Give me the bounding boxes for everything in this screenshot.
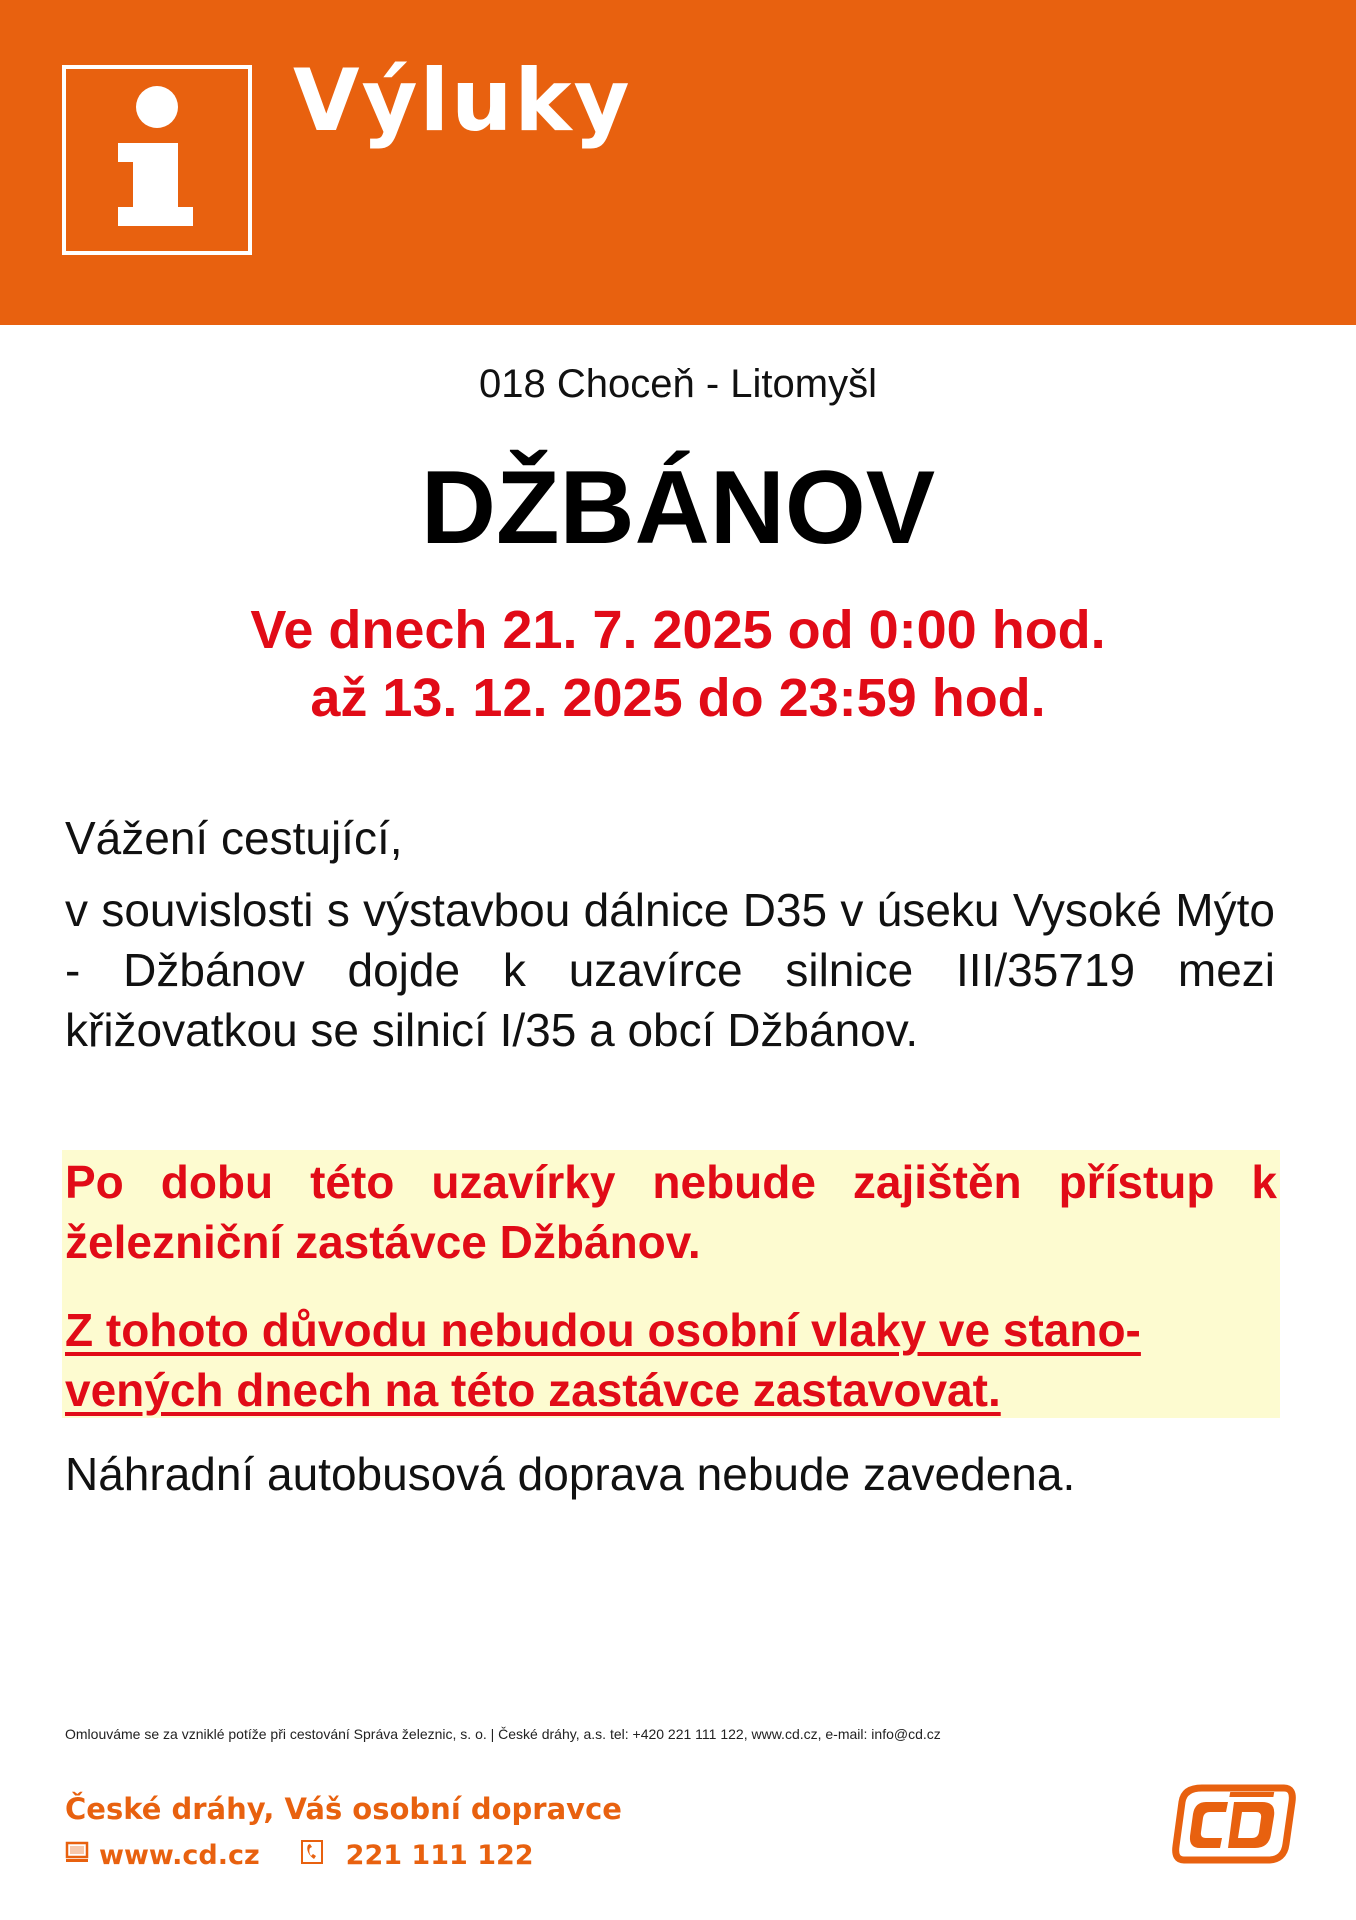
phone-number: 221 111 122 (345, 1839, 534, 1871)
cd-logo (1172, 1782, 1296, 1871)
computer-icon (65, 1840, 89, 1871)
header-banner (0, 0, 1356, 325)
greeting: Vážení cestující, (65, 812, 403, 864)
brand-slogan: České dráhy, Váš osobní dopravce (65, 1792, 622, 1826)
phone-icon (300, 1839, 324, 1872)
route-label: 018 Choceň - Litomyšl (479, 362, 877, 406)
info-icon (62, 65, 252, 255)
date-range (0, 596, 1356, 732)
header-title: Výluky (293, 51, 632, 151)
date-to: až 13. 12. 2025 do 23:59 hod. (310, 668, 1046, 728)
brand-contact (65, 1836, 534, 1874)
website-link[interactable]: www.cd.cz (99, 1839, 260, 1871)
warning-access: Po dobu této uzavírky nebude zajištěn přístup k železniční zastávce Džbánov. (65, 1156, 1277, 1268)
replacement-transport: Náhradní autobusová doprava nebude zavedena. (65, 1448, 1076, 1500)
footer-note: Omlouváme se za vzniklé potíže při cestování Správa železnic, s. o. | České dráhy, a.s. tel: +420 221 111 122, www.cd.cz, e-mail: info@cd.cz (65, 1726, 941, 1742)
station-name: DŽBÁNOV (420, 450, 936, 566)
notice-body: v souvislosti s výstavbou dálnice D35 v úseku Vysoké Mýto - Džbánov dojde k uzavírce silnice III/35719 mezi křižovatkou se silnicí I/35 a obcí Džbánov. (65, 884, 1275, 1056)
date-from: Ve dnech 21. 7. 2025 od 0:00 hod. (250, 600, 1106, 660)
warning-no-stop: Z tohoto důvodu nebudou osobní vlaky ve stano-vených dnech na této zastávce zastavovat. (65, 1304, 1141, 1416)
